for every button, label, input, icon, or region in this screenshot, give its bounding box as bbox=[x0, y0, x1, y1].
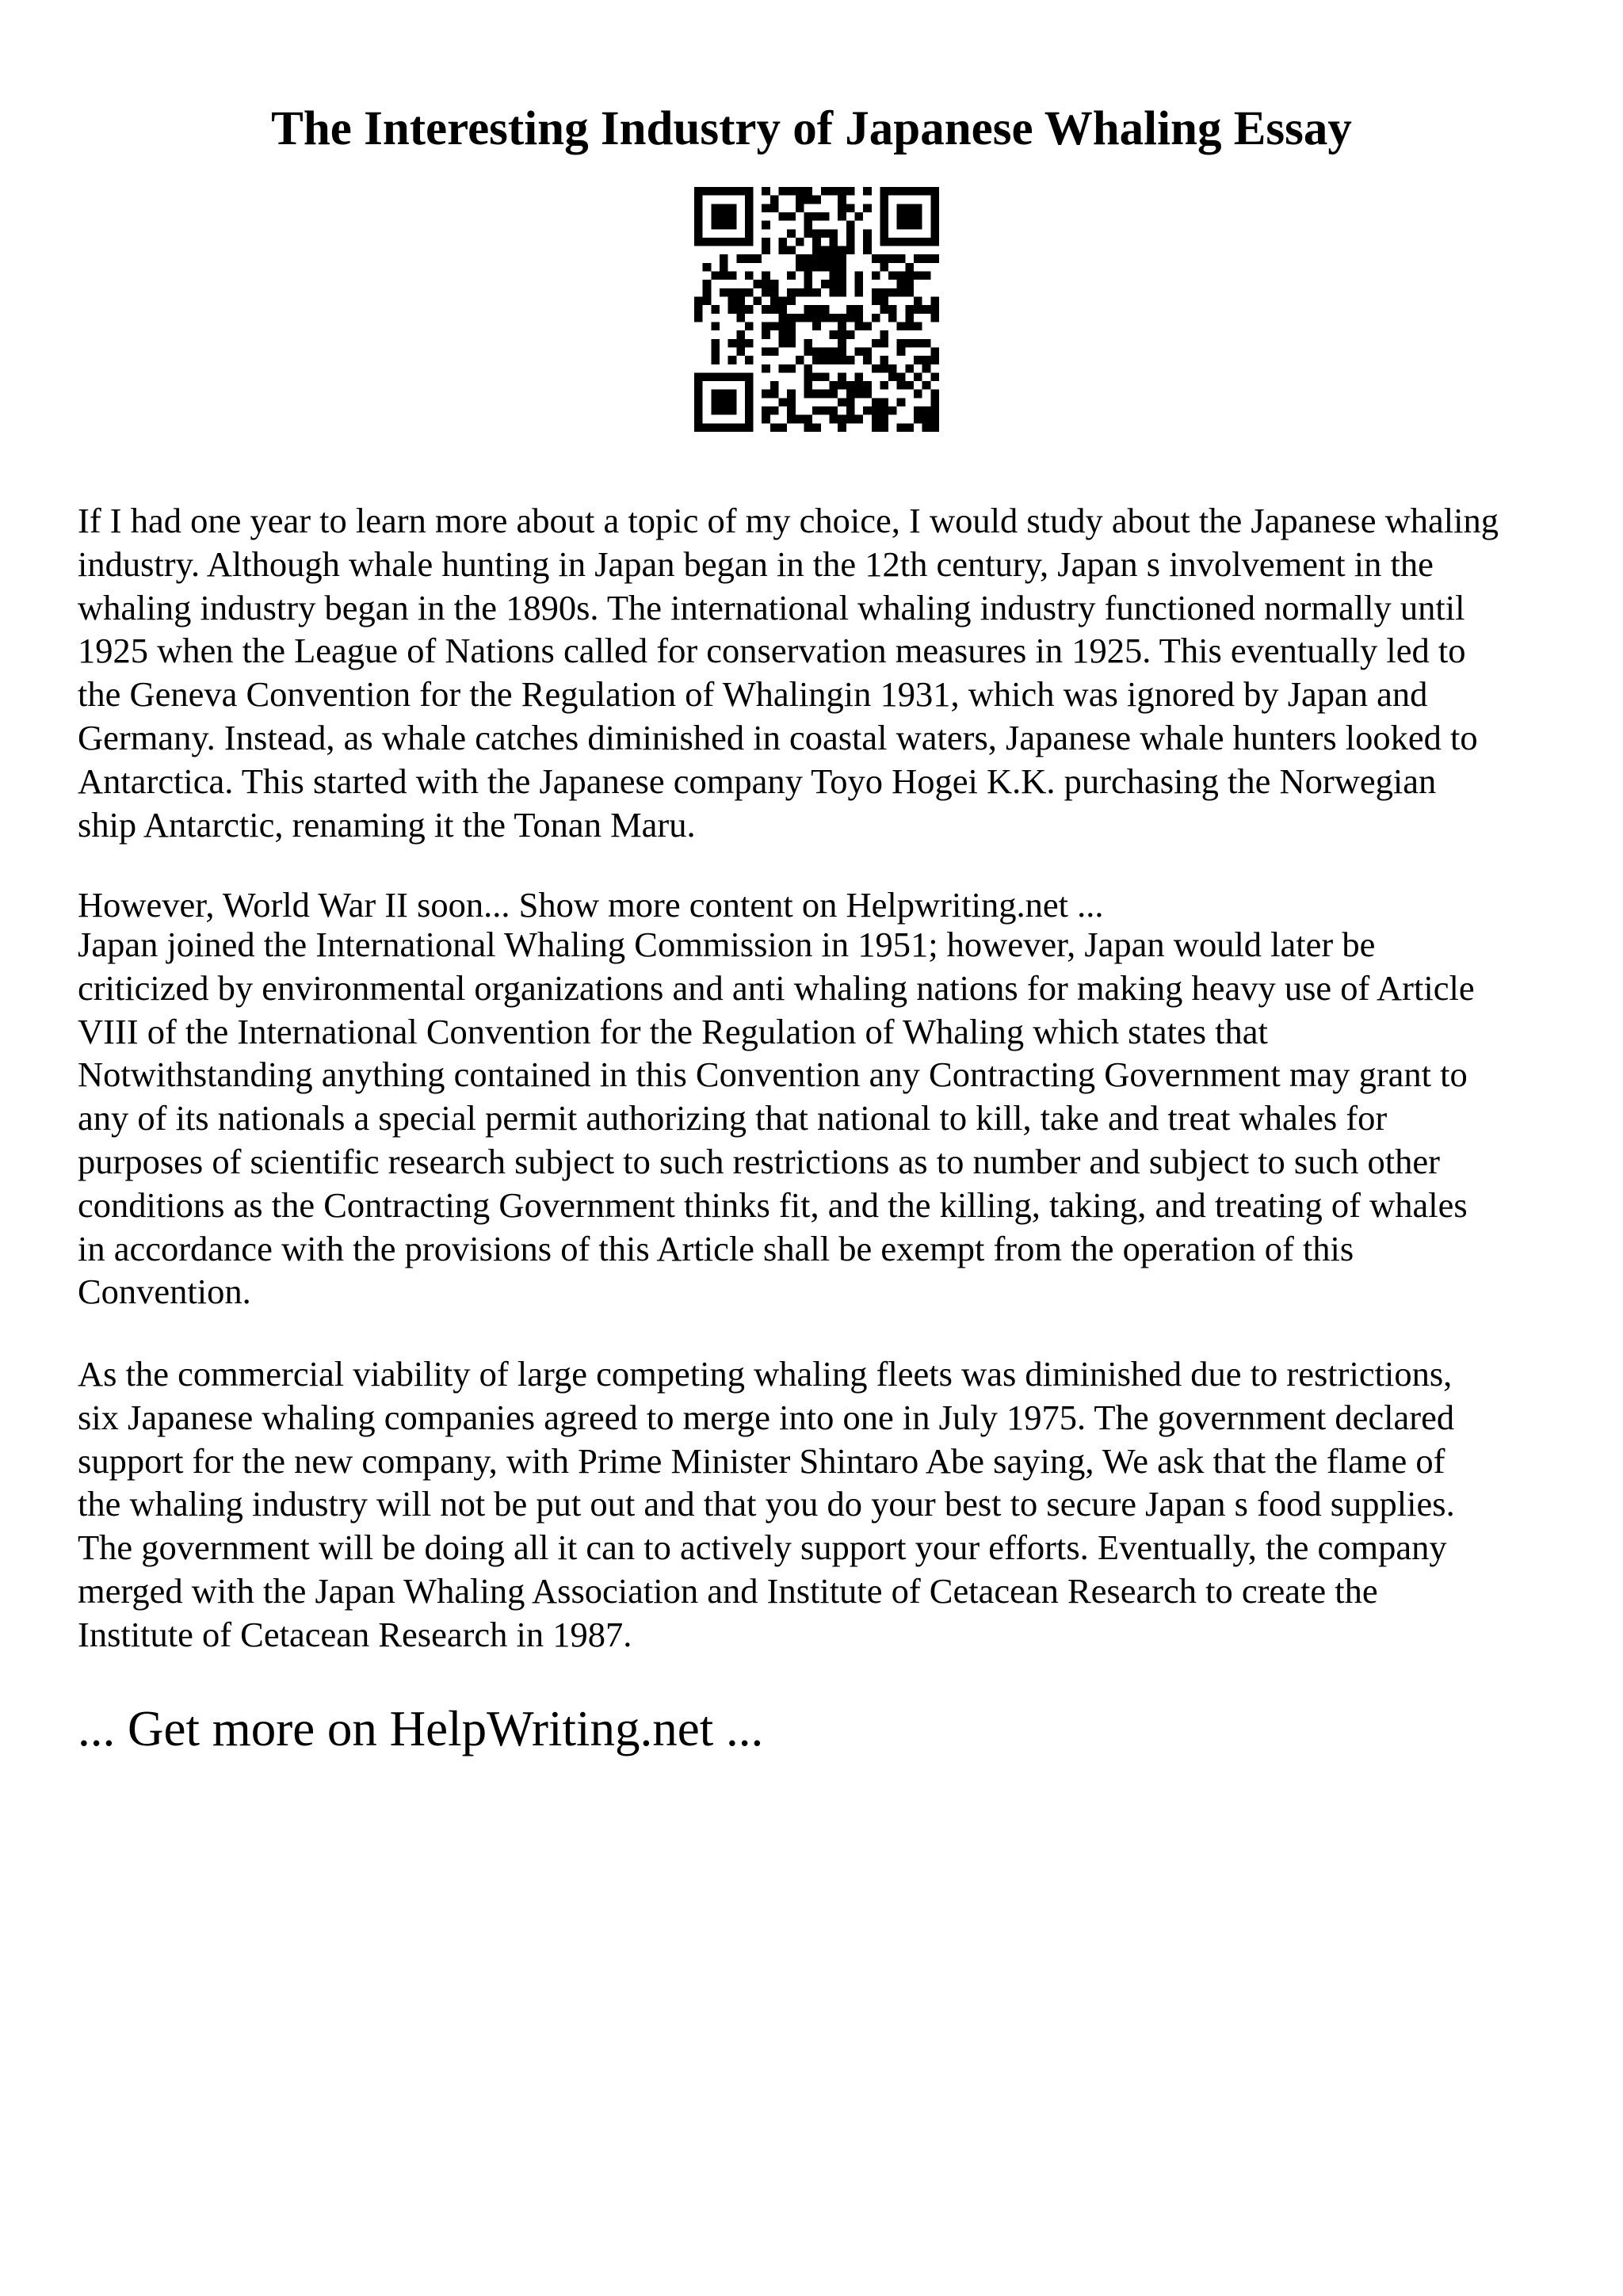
qr-code-icon[interactable] bbox=[694, 187, 939, 432]
paragraph-merger: As the commercial viability of large competing whaling fleets was diminished due to restrictions, six Japanese whaling companies agreed to merge into one in July 1975. The government declared support for the new company, with Prime Minister Shintaro Abe saying, We ask that the flame of the whaling industry will not be put out and that you do your best to secure Japan s food supplies. The government will be doing all it can to actively support your efforts. Eventually, the company merged with the Japan Whaling Association and Institute of Cetacean Research to create the Institute of Cetacean Research in 1987. bbox=[78, 1354, 1455, 1654]
get-more-link[interactable]: ... Get more on HelpWriting.net ... bbox=[78, 1701, 764, 1756]
paragraph-iwc: Japan joined the International Whaling Commission in 1951; however, Japan would later be criticized by environmental organizations and anti whaling nations for making heavy use of Article VIII of the International Convention for the Regulation of Whaling which states that Notwithstanding anything contained in this Convention any Contracting Government may grant to any of its nationals a special permit authorizing that national to kill, take and treat whales for purposes of scientific research subject to such restrictions as to number and subject to such other conditions as the Contracting Government thinks fit, and the killing, taking, and treating of whales in accordance with the provisions of this Article shall be exempt from the operation of this Convention. bbox=[78, 925, 1475, 1312]
document-title: The Interesting Industry of Japanese Whaling Essay bbox=[271, 102, 1352, 155]
paragraph-intro: If I had one year to learn more about a topic of my choice, I would study about the Japanese whaling industry. Although whale hunting in Japan began in the 12th century, Japan s involvement in the whaling industry began in the 1890s. The international whaling industry functioned normally until 1925 when the League of Nations called for conservation measures in 1925. This eventually led to the Geneva Convention for the Regulation of Whalingin 1931, which was ignored by Japan and Germany. Instead, as whale catches diminished in coastal waters, Japanese whale hunters looked to Antarctica. This started with the Japanese company Toyo Hogei K.K. purchasing the Norwegian ship Antarctic, renaming it the Tonan Maru. bbox=[78, 501, 1499, 845]
show-more-line: However, World War II soon... Show more content on Helpwriting.net ... bbox=[78, 885, 1104, 925]
qr-code-graphic bbox=[694, 187, 939, 432]
